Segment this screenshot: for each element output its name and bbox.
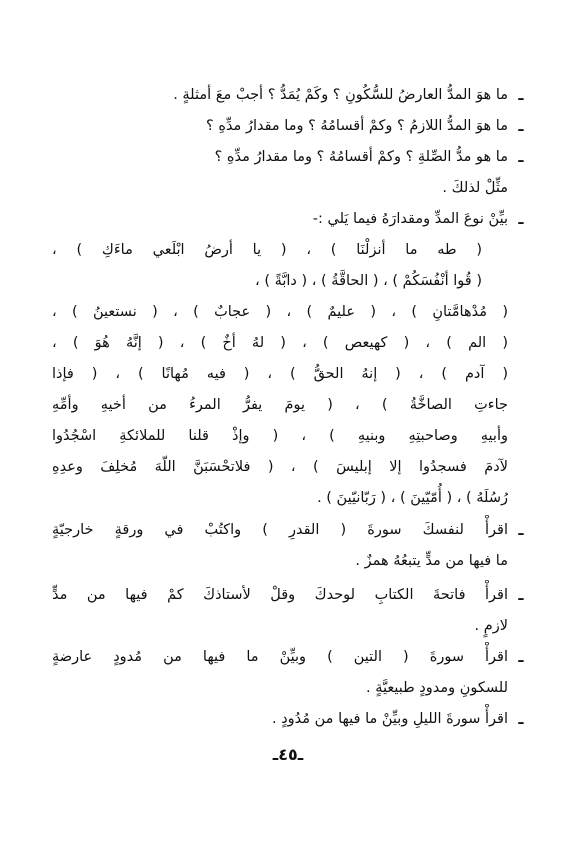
page-number: ـ٤٥ـ — [272, 745, 304, 764]
example-line: ( طه ما أنزلْنَا ) ، ( يا أرضُ ابْلَعي ماءَكِ ) ، — [52, 242, 482, 258]
example-line: وأبيهِ وصاحبتِهِ وبنيهِ ) ، ( وإذْ قلنا للملائكةِ اسْجُدُوا — [52, 428, 508, 444]
question-line: اقرأْ لنفسكَ سورةَ ( القدرِ ) واكتُبْ في ورقةٍ خارجيّةٍ — [52, 522, 508, 538]
bullet-dash: ـ — [518, 117, 524, 135]
example-line: رُسُلَهُ ) ، ( أُمّيّينَ ) ، ( رَبّانيّينَ ) . — [317, 490, 508, 506]
example-line: ( الم ) ، ( كهيعص ) ، ( لهُ أخٌ ) ، ( إنَّهُ هُوَ ) ، — [52, 335, 508, 351]
question-line: بيِّنْ نوعَ المدِّ ومقدارَهُ فيما يَلي :- — [312, 211, 508, 227]
example-line: لآدمَ فسجدُوا إلا إبليسَ ) ، ( فلاتحْسَبَنَّ اللّهَ مُخلِفَ وعدِهِ — [52, 459, 508, 475]
bullet-dash — [514, 716, 528, 746]
question-continuation: ما فيها من مدٍّ يتبعُهُ همزٌ . — [355, 553, 508, 569]
example-line: ( مُدْهامَّتانِ ) ، ( عليمٌ ) ، ( عجابٌ ) ، ( نستعينُ ) ، — [52, 304, 508, 320]
question-line: ما هو مدُّ الصِّلةِ ؟ وكمْ أقسامُهُ ؟ وما مقدارُ مدِّهِ ؟ — [214, 149, 508, 165]
question-continuation: مثِّلْ لذلكَ . — [442, 180, 508, 196]
example-line: جاءتِ الصاخَّةُ ) ، ( يومَ يفرُّ المرءُ من أخيهِ وأمِّهِ — [52, 397, 508, 413]
question-line: اقرأْ سورةَ الليلِ وبيِّنْ ما فيها من مُدُودٍ . — [271, 711, 508, 727]
question-line: ما هوَ المدُّ العارضُ للسُّكُونِ ؟ وكَمْ يُمَدُّ ؟ أجبْ معَ أمثلةٍ . — [173, 87, 508, 103]
bullet-dash: ـ — [518, 521, 524, 539]
bullet-dash: ـ — [518, 86, 524, 104]
question-line: اقرأْ فاتحةَ الكتابِ لوحدكَ وقلْ لأستاذكَ كمْ فيها من مدٍّ — [52, 587, 508, 603]
question-continuation: للسكونِ ومدودٍ طبيعيَّةٍ . — [365, 680, 508, 696]
question-line: ما هوَ المدُّ اللازمُ ؟ وكمْ أقسامُهُ ؟ وما مقدارُ مدِّهِ ؟ — [206, 118, 508, 134]
example-line: ( آدم ) ، ( إنهُ الحقُّ ) ، ( فيه مُهانًا ) ، ( فإذا — [52, 366, 508, 382]
example-line: ( قُوا أنْفُسَكُمْ ) ، ( الحاقَّةُ ) ، ( دابَّةً ) ، — [255, 273, 482, 289]
bullet-dash: ـ — [518, 586, 524, 604]
question-continuation: لازمٍ . — [474, 618, 508, 634]
bullet-dash: ـ — [518, 648, 524, 666]
bullet-dash: ـ — [518, 210, 524, 228]
bullet-dash: ـ — [518, 710, 524, 728]
bullet-dash: ـ — [518, 148, 524, 166]
question-line: اقرأْ سورةَ ( التين ) وبيِّنْ ما فيها من مُدودٍ عارضةٍ — [52, 649, 508, 665]
